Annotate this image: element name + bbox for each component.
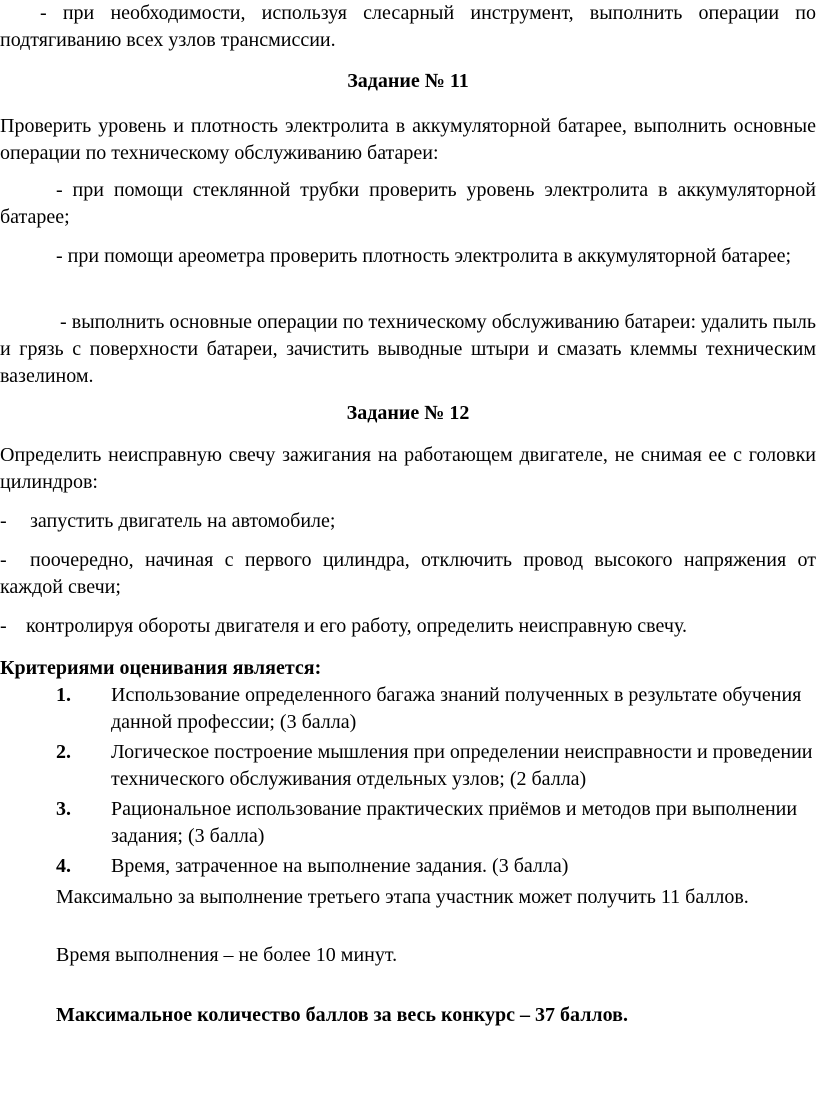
criteria-item: [56, 796, 816, 850]
criteria-text: Рациональное использование практических приёмов и методов при выполнении задания; (3 балла): [111, 798, 798, 847]
task12-title: Задание № 12: [346, 402, 470, 424]
task12-step-text: поочередно, начиная с первого цилиндра, отключить провод высокого напряжения от каждой свечи;: [0, 549, 816, 598]
dash-marker: -: [0, 615, 7, 637]
criteria-item: [56, 739, 816, 793]
task11-description: Проверить уровень и плотность электролита в аккумуляторной батарее, выполнить основные операции по техническому обслуживанию батареи:: [0, 115, 816, 164]
total-score: Максимальное количество баллов за весь конкурс – 37 баллов.: [56, 1004, 628, 1026]
task11-step-1: - при помощи стеклянной трубки проверить уровень электролита в аккумуляторной батарее;: [0, 179, 816, 228]
criteria-number: 2.: [56, 741, 71, 763]
task12-step-text: контролируя обороты двигателя и его работу, определить неисправную свечу.: [26, 615, 687, 637]
max-stage-score: Максимально за выполнение третьего этапа участник может получить 11 баллов.: [56, 886, 749, 908]
criteria-number: 4.: [56, 855, 71, 877]
criteria-text: Логическое построение мышления при определении неисправности и проведении технического обслуживания отдельных узлов; (2 балла): [111, 741, 813, 790]
task11-step-3: - выполнить основные операции по техническому обслуживанию батареи: удалить пыль и грязь с поверхности батареи, зачистить выводные штыри и смазать клеммы техническим вазелином.: [0, 311, 816, 387]
criteria-number: 1.: [56, 684, 71, 706]
task11-title: Задание № 11: [347, 70, 469, 92]
criteria-title: Критериями оценивания является:: [0, 657, 322, 679]
task12-description: Определить неисправную свечу зажигания на работающем двигателе, не снимая ее с головки цилиндров:: [0, 444, 816, 493]
criteria-item: [56, 682, 816, 736]
dash-marker: -: [0, 510, 7, 532]
task12-step-3: [0, 613, 816, 640]
intro-paragraph: - при необходимости, используя слесарный инструмент, выполнить операции по подтягиванию всех узлов трансмиссии.: [0, 2, 816, 51]
time-limit: Время выполнения – не более 10 минут.: [56, 944, 398, 966]
task12-step-2: [0, 547, 816, 601]
task12-step-1: [0, 508, 816, 535]
task12-step-2-text: [0, 547, 816, 601]
task12-step-text: запустить двигатель на автомобиле;: [30, 510, 336, 532]
criteria-item: [56, 853, 816, 880]
criteria-list: [0, 682, 816, 883]
task11-step-2: - при помощи ареометра проверить плотность электролита в аккумуляторной батарее;: [56, 245, 792, 267]
criteria-number: 3.: [56, 798, 71, 820]
dash-marker: -: [0, 549, 7, 571]
criteria-text: Использование определенного багажа знаний полученных в результате обучения данной профессии; (3 балла): [111, 684, 802, 733]
criteria-text: Время, затраченное на выполнение задания. (3 балла): [111, 855, 569, 877]
